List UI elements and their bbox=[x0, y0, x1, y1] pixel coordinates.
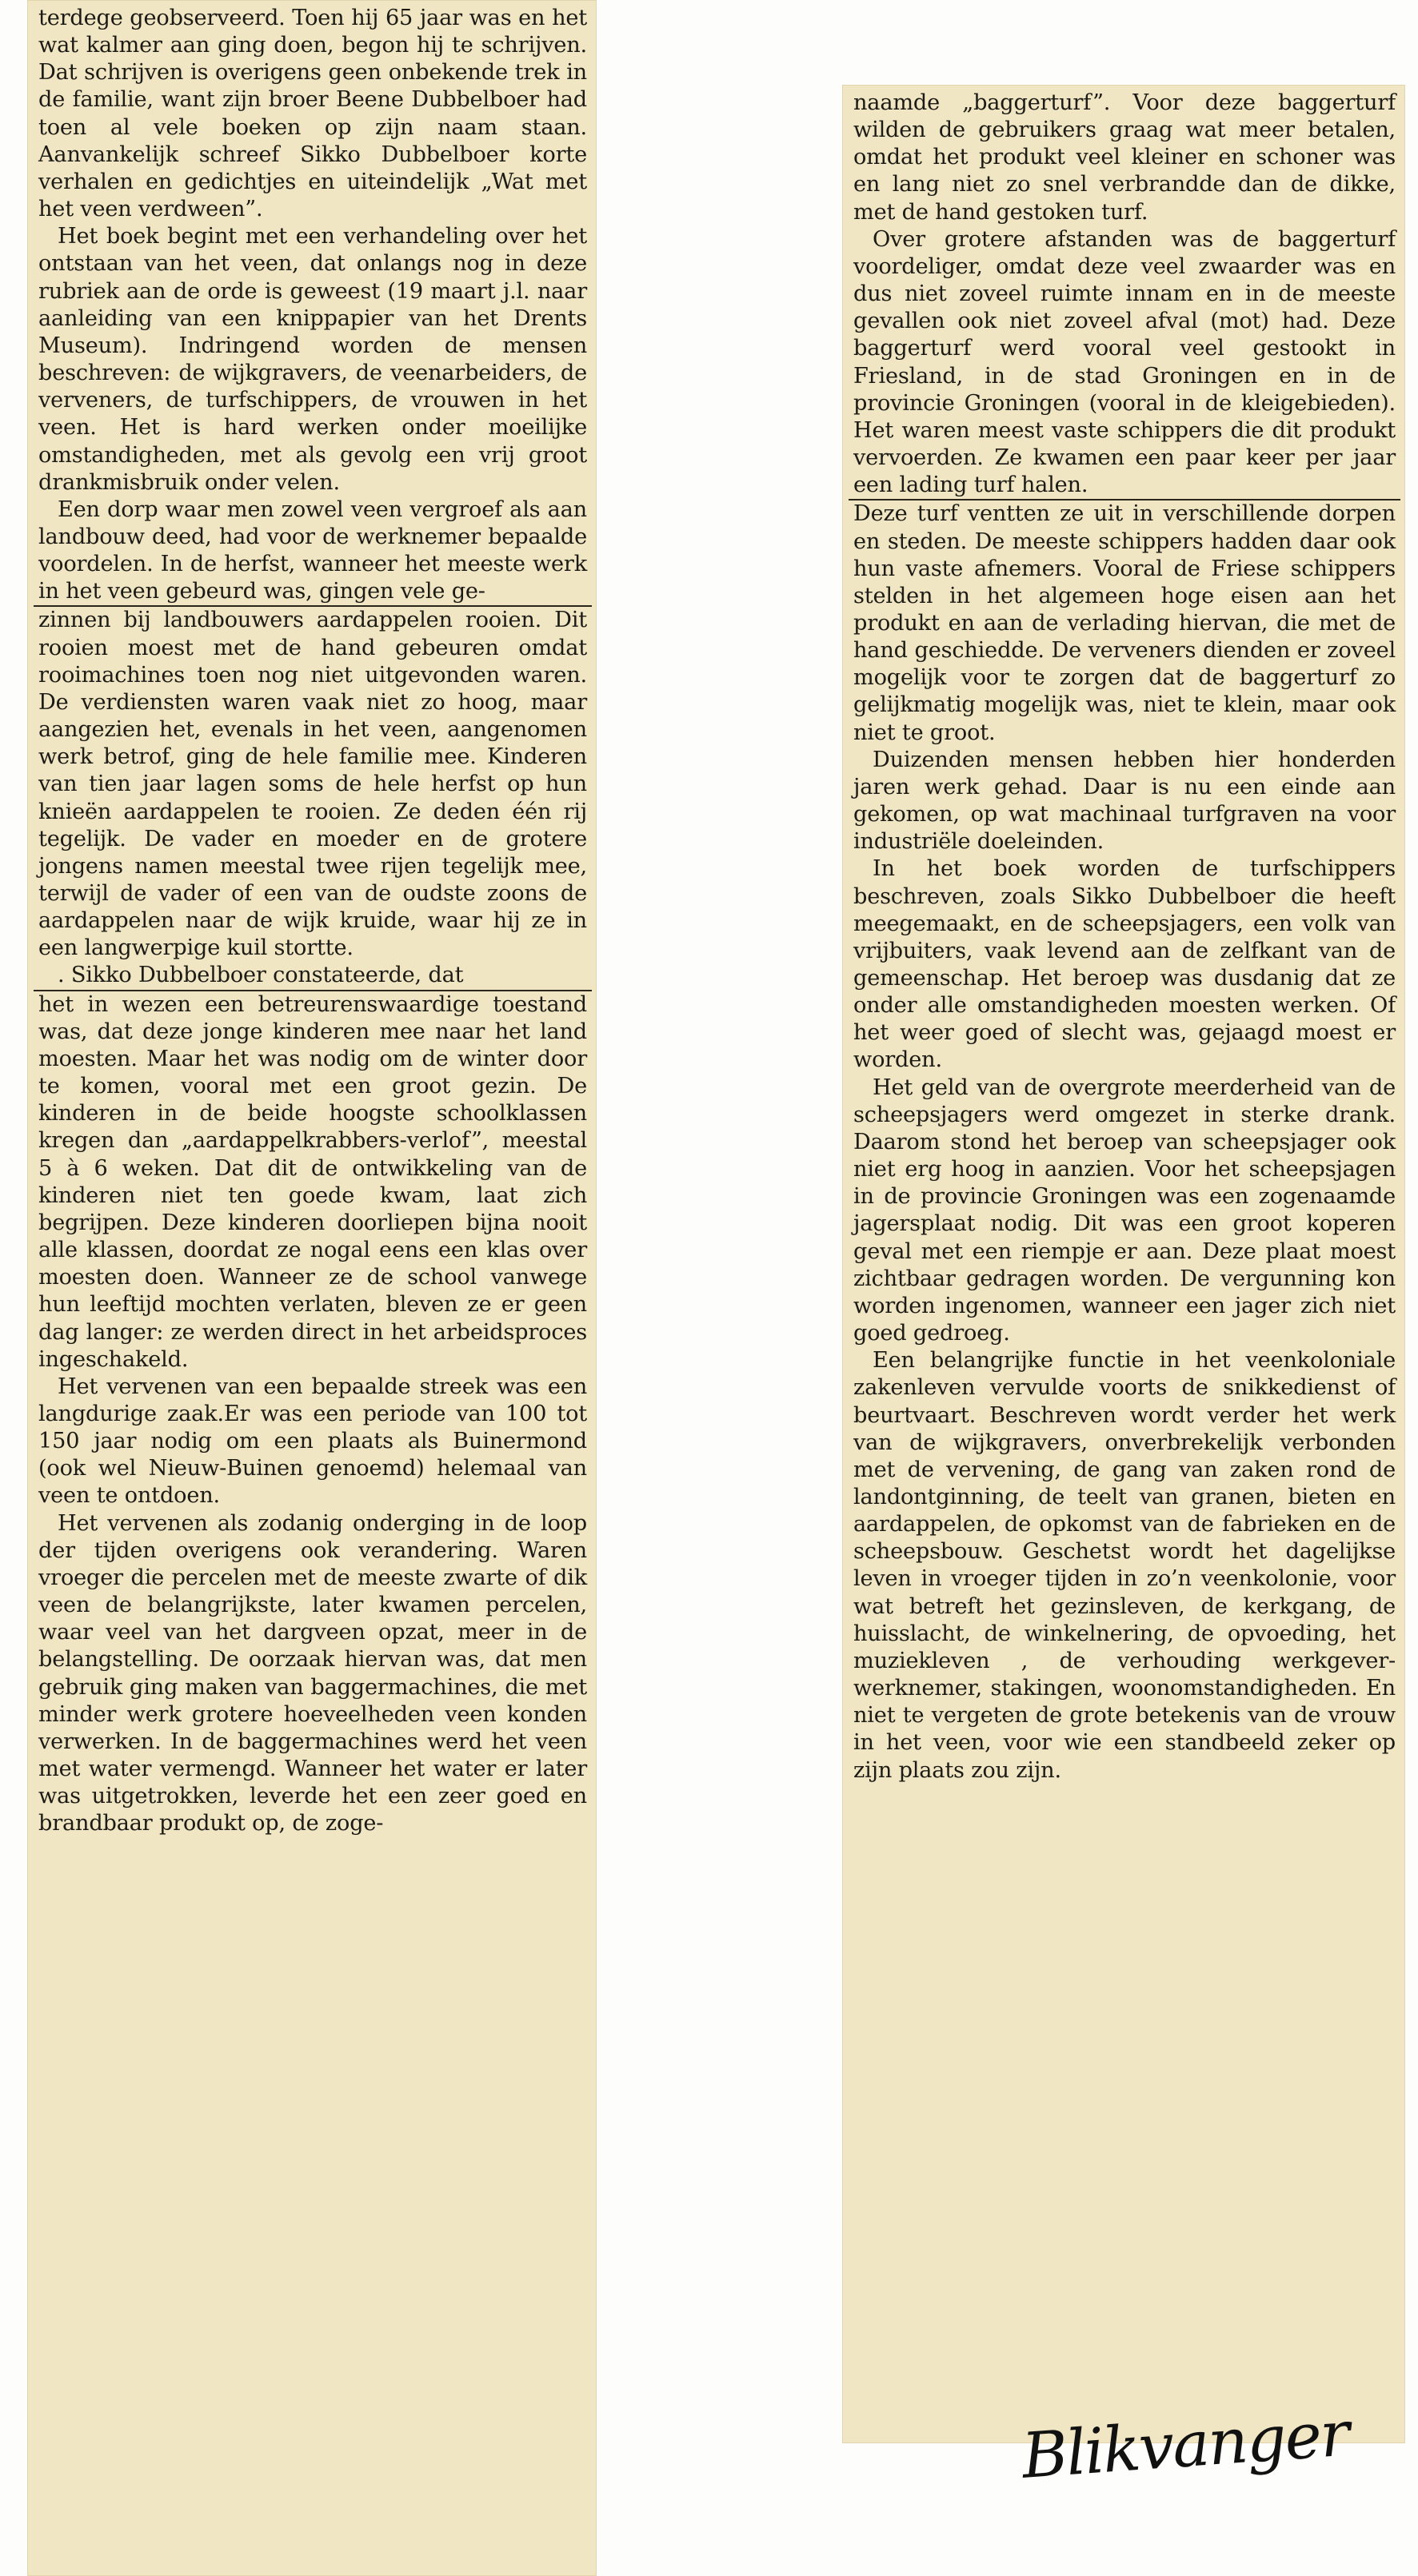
paragraph: In het boek worden de turfschippers beschreven, zoals Sikko Dubbelboer die heeft meegemaakt, en de scheepsjagers, een volk van vrijbuiters, vaak levend aan de zelfkant van de gemeenschap. Het beroep was dusdanig dat ze onder alle omstandigheden moesten werken. Of het weer goed of slecht was, gejaagd moest er worden. bbox=[853, 856, 1396, 1073]
paragraph: Over grotere afstanden was de baggerturf voordeliger, omdat deze veel zwaarder was en dus niet zoveel ruimte innam en in de meeste gevallen ook niet zoveel afval (mot) had. Deze baggerturf werd vooral veel gestookt in Friesland, in de stad Groningen en in de provincie Groningen (vooral in de kleigebieden). Het waren meest vaste schippers die dit produkt vervoerden. Ze kwamen een paar keer per jaar een lading turf halen. bbox=[853, 226, 1396, 498]
paragraph: Het vervenen als zodanig onderging in de loop der tijden overigens ook verandering. Waren vroeger die percelen met de meeste zwarte of dik veen de belangrijkste, later kwamen percelen, waar veel van het dargveen opzat, meer in de belangstelling. De oorzaak hiervan was, dat men gebruik ging maken van baggermachines, die met minder werk grotere hoeveelheden veen konden verwerken. In de baggermachines werd het veen met water vermengd. Wanneer het water er later was uitgetrokken, leverde het een zeer goed en brandbaar produkt op, de zoge- bbox=[38, 1510, 587, 1836]
paragraph: . Sikko Dubbelboer constateerde, dat bbox=[58, 963, 464, 988]
paragraph: Het geld van de overgrote meerderheid van de scheepsjagers werd omgezet in sterke drank. Daarom stond het beroep van scheepsjager ook niet erg hoog in aanzien. Voor het scheepsjagen in de provincie Groningen was een zogenaamde jagersplaat nodig. Dit was een groot koperen geval met een riempje er aan. Deze plaat moest zichtbaar gedragen worden. De vergunning kon worden ingenomen, wanneer een jager zich niet goed gedroeg. bbox=[853, 1075, 1396, 1346]
paragraph: Duizenden mensen hebben hier honderden jaren werk gehad. Daar is nu een einde aan gekomen, op wat machinaal turfgraven na voor industriële doeleinden. bbox=[853, 747, 1396, 855]
paragraph: Het vervenen van een bepaalde streek was een langdurige zaak.Er was een periode van 100 tot 150 jaar nodig om een plaats als Buinermond (ook wel Nieuw-Buinen genoemd) helemaal van veen te ontdoen. bbox=[38, 1374, 587, 1509]
left-column bbox=[27, 0, 597, 2576]
signature: Blikvanger bbox=[1019, 2398, 1351, 2493]
right-column bbox=[842, 85, 1405, 2443]
paragraph: Deze turf ventten ze uit in verschillende dorpen en steden. De meeste schippers hadden daar ook hun vaste afnemers. Vooral de Friese schippers stelden in het algemeen hoge eisen aan het produkt en aan de verlading hiervan, die met de hand geschiedde. De verveners dienden er zoveel mogelijk voor te zorgen dat de baggerturf zo gelijkmatig mogelijk was, niet te klein, maar ook niet te groot. bbox=[853, 501, 1396, 745]
paragraph: Het boek begint met een verhandeling over het ontstaan van het veen, dat onlangs nog in deze rubriek aan de orde is geweest (19 maart j.l. naar aanleiding van een knippapier van het Drents Museum). Indringend worden de mensen beschreven: de wijkgravers, de veenarbeiders, de verveners, de turfschippers, de vrouwen in het veen. Het is hard werken onder moeilijke omstandigheden, met als gevolg een vrij groot drankmisbruik onder velen. bbox=[38, 224, 587, 495]
paragraph: het in wezen een betreurenswaardige toestand was, dat deze jonge kinderen mee naar het land moesten. Maar het was nodig om de winter door te komen, vooral met een groot gezin. De kinderen in de beide hoogste schoolklassen kregen dan „aardappelkrabbers-verlof”, meestal 5 à 6 weken. Dat dit de ontwikkeling van de kinderen niet ten goede kwam, laat zich begrijpen. Deze kinderen doorliepen bijna nooit alle klassen, doordat ze nogal eens een klas over moesten doen. Wanneer ze de school vanwege hun leeftijd mochten verlaten, bleven ze er geen dag langer: ze werden direct in het arbeidsproces ingeschakeld. bbox=[38, 991, 587, 1372]
paragraph: Een dorp waar men zowel veen vergroef als aan landbouw deed, had voor de werknemer bepaalde voordelen. In de herfst, wanneer het meeste werk in het veen gebeurd was, gingen vele ge- bbox=[38, 496, 587, 604]
paragraph: naamde „baggerturf”. Voor deze baggerturf wilden de gebruikers graag wat meer betalen, omdat het produkt veel kleiner en schoner was en lang niet zo snel verbrandde dan de dikke, met de hand gestoken turf. bbox=[853, 90, 1396, 225]
paragraph: terdege geobserveerd. Toen hij 65 jaar was en het wat kalmer aan ging doen, begon hij te schrijven. Dat schrijven is overigens geen onbekende trek in de familie, want zijn broer Beene Dubbelboer had toen al vele boeken op zijn naam staan. Aanvankelijk schreef Sikko Dubbelboer korte verhalen en gedichtjes en uiteindelijk „Wat met het veen verdween”. bbox=[38, 6, 587, 222]
paragraph: zinnen bij landbouwers aardappelen rooien. Dit rooien moest met de hand gebeuren omdat rooimachines toen nog niet uitgevonden waren. De verdiensten waren vaak niet zo hoog, maar aangezien het, evenals in het veen, aangenomen werk betrof, ging de hele familie mee. Kinderen van tien jaar lagen soms de hele herfst op hun knieën aardappelen te rooien. Ze deden één rij tegelijk. De vader en moeder en de grotere jongens namen meestal twee rijen tegelijk mee, terwijl de vader of een van de oudste zoons de aardappelen naar de wijk kruide, waar hij ze in een langwerpige kuil stortte. bbox=[38, 608, 587, 961]
paragraph: Een belangrijke functie in het veenkoloniale zakenleven vervulde voorts de snikkedienst of beurtvaart. Beschreven wordt verder het werk van de wijkgravers, onverbrekelijk verbonden met de vervening, de gang van zaken rond de landontginning, de teelt van granen, bieten en aardappelen, de opkomst van de fabrieken en de scheepsbouw. Geschetst wordt het dagelijkse leven in vroeger tijden in zo’n veenkolonie, voor wat betreft het gezinsleven, de kerkgang, de huisslacht, de winkelnering, de opvoeding, het muziekleven , de verhouding werkgever-werknemer, stakingen, woonomstandigheden. En niet te vergeten de grote betekenis van de vrouw in het veen, voor wie een standbeeld zeker op zijn plaats zou zijn. bbox=[853, 1348, 1396, 1783]
